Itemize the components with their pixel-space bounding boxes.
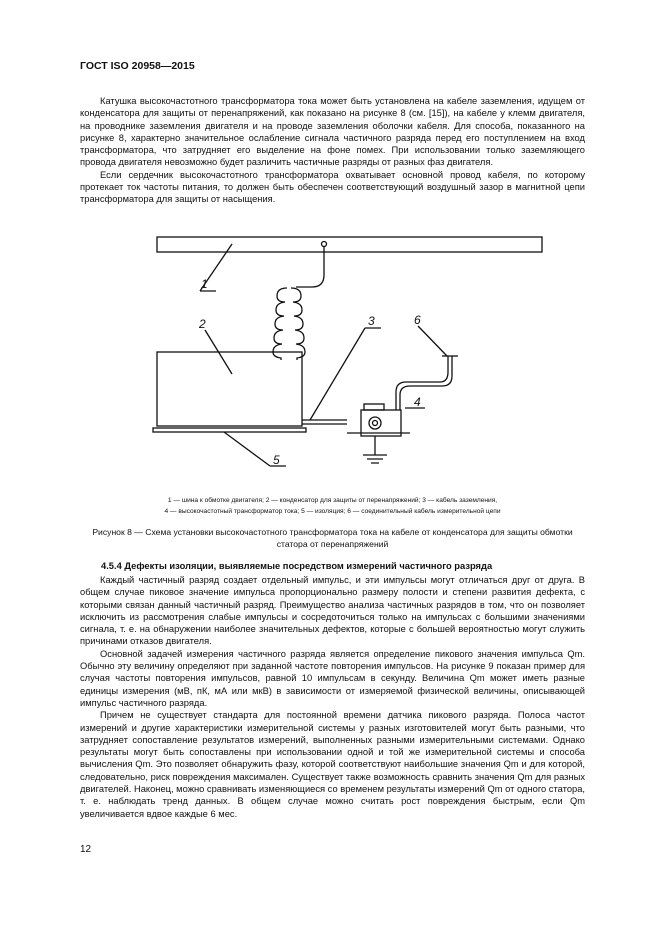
ct-core [369,417,381,429]
ct-terminal-block [364,404,384,410]
ground-symbol [363,455,387,463]
capacitor-coil-right [291,288,305,360]
busbar-terminal [322,242,327,247]
measuring-cable [396,356,448,410]
callout-4: 4 [414,395,421,409]
measuring-cable-2 [400,356,452,410]
busbar [157,237,542,252]
leader-3 [310,328,381,420]
insulation-base [153,428,306,432]
leader-6 [418,326,447,356]
document-header: ГОСТ ISO 20958—2015 [80,60,195,72]
intro-paragraph-1: Катушка высокочастотного трансформатора тока может быть установлена на кабеле заземления, идущем от конденсатора для защиты от перенапряжений, как показано на рисунке 8 (см. [15]), на кабеле у клемм двигателя, на проводнике заземления двигателя и на проводе заземления оболочки кабеля. Для способа, показанного на рисунке 8, характерно значительное ослабление сигнала частичного разряда перед его поступлением на вход трансформатора, что затрудняет его выделение на фоне помех. При использовании только заземляющего провода двигателя невозможно будет различить частичные разряды от разных фаз двигателя. [80,96,585,168]
section-paragraph-1: Каждый частичный разряд создает отдельный импульс, и эти импульсы могут отличаться друг от друга. В общем случае пиковое значение импульса пропорционально размеру полости и степени развития дефекта, с которыми связан данный частичный разряд. Преимущество анализа частичных разрядов в том, что он позволяет исключить из рассмотрения слабые импульсы и сосредоточиться только на импульсах с большими значениями сигнала, т. е. на обнаружении наиболее значительных дефектов, которые с большей вероятностью могут служить причинами отказов двигателя. [80,575,585,647]
callout-1: 1 [201,277,208,291]
section-paragraph-3: Причем не существует стандарта для постоянной времени датчика пикового разряда. Полоса частот измерений и другие характеристики измерительной системы у разных изготовителей могут быть разными, что затрудняет сопоставление результатов измерений, выполненных разными измерительными системами. Однако результаты могут быть сопоставлены при использовании одной и той же измерительной системы и способа вычисления Qm. Это позволяет обнаружить фазу, которой соответствуют наибольшие значения Qm и для которой, следовательно, риск повреждения максимален. Существует также возможность сравнить значения Qm для разных двигателей. Наконец, можно сравнивать изменяющиеся со временем результаты измерений Qm от одного статора, т. е. наблюдать тренд данных. В общем случае можно считать рост повреждения быстрым, если Qm увеличивается вдвое каждые 6 мес. [80,710,586,819]
callout-2: 2 [199,317,206,331]
capacitor-coil [273,288,287,360]
figure-legend [80,496,585,517]
callout-5: 5 [273,453,280,467]
page-number: 12 [80,844,92,855]
section-title: 4.5.4 Дефекты изоляции, выявляемые посредством измерений частичного разряда [101,561,493,571]
section-text [80,574,585,820]
ground-cable [302,420,347,424]
figure-caption: Рисунок 8 — Схема установки высокочастотного трансформатора тока на кабеле от конденсатора для защиты обмотки статора от перенапряжений [92,527,573,549]
ct-core-inner [373,421,378,426]
capacitor-body [157,352,302,426]
callout-3: 3 [368,314,375,328]
section-paragraph-2: Основной задачей измерения частичного разряда является определение пикового значения импульса Qm. Обычно эту величину определяют при заданной частоте повторения импульсов. На рисунке 9 показан пример для случая частоты повторения импульсов, равной 10 импульсам в секунду. Величина Qm может иметь разные единицы измерения (мВ, пК, мА или мкВ) в зависимости от измеряемой физической величины, описывающей импульс частичного разряда. [80,648,585,708]
callout-6: 6 [414,313,421,327]
legend-line-2: 4 — высокочастотный трансформатор тока; 5 — изоляция; 6 — соединительный кабель измерительной цепи [164,507,501,515]
legend-line-1: 1 — шина к обмотке двигателя; 2 — конденсатор для защиты от перенапряжений; 3 — кабель заземления, [167,497,498,504]
intro-paragraph-2: Если сердечник высокочастотного трансформатора охватывает основной провод кабеля, по которому протекает ток частоты питания, то должен быть обеспечен соответствующий воздушный зазор в магнитной цепи трансформатора для защиты от насыщения. [80,169,585,205]
